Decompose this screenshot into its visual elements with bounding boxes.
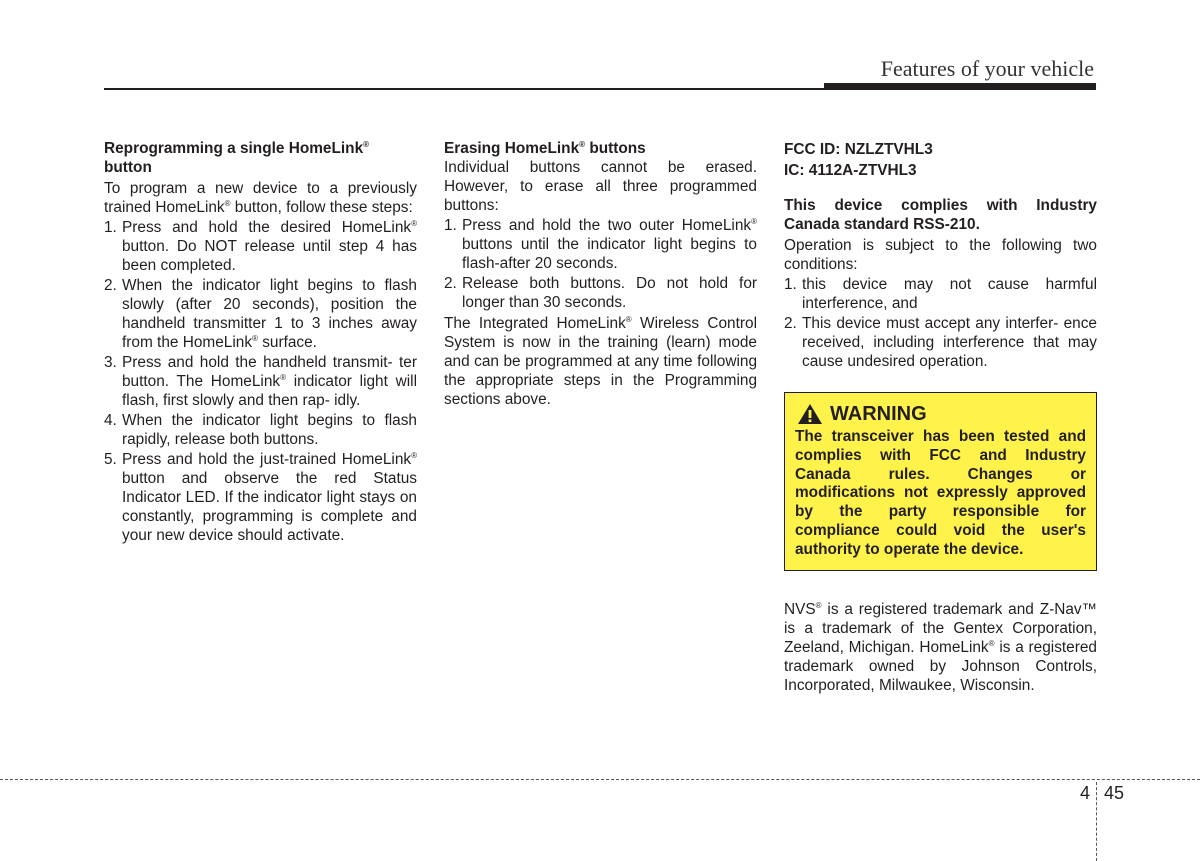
column-erasing [444, 139, 757, 409]
ic-number: IC: 4112A-ZTVHL3 [784, 162, 917, 179]
column-compliance [784, 139, 1097, 695]
list-item: 1. Press and hold the two outer HomeLink® buttons until the indicator light begins to flash-after 20 seconds. [444, 216, 757, 272]
list-item: 1. Press and hold the desired HomeLink® button. Do NOT release until step 4 has been completed. [104, 218, 417, 274]
list-item: 2. Release both buttons. Do not hold for longer than 30 seconds. [444, 275, 757, 311]
column-reprogramming [104, 139, 417, 545]
trademark-notice: NVS® is a registered trademark and Z-Nav™ is a trademark of the Gentex Corporation, Zeeland, Michigan. HomeLink® is a registered trademark owned by Johnson Controls, Incorporated, Milwaukee, Wisconsin. [784, 600, 1097, 694]
list-item: 5. Press and hold the just-trained HomeLink® button and observe the red Status Indicator LED. If the indicator light stays on constantly, programming is complete and your new device should activate. [104, 450, 417, 544]
warning-title: WARNING [795, 402, 1086, 426]
list-item: 2. This device must accept any interfer- ence received, including interference that may cause undesired operation. [784, 315, 1097, 370]
warning-text: The transceiver has been tested and complies with FCC and Industry Canada rules. Changes or modifications not expressly approved by the party responsible for compliance could void the user's authority to operate the device. [795, 428, 1086, 558]
section-heading-erasing: Erasing HomeLink® buttons [444, 139, 646, 157]
erasing-intro: Individual buttons cannot be erased. However, to erase all three programmed buttons: [444, 159, 757, 214]
reprogramming-intro: To program a new device to a previously trained HomeLink® button, follow these steps: [104, 180, 417, 216]
warning-triangle-icon [797, 403, 823, 425]
page-number: 45 [1104, 783, 1125, 803]
compliance-statement: This device complies with Industry Canada standard RSS-210. [784, 197, 1097, 233]
warning-box [784, 392, 1097, 571]
list-item: 3. Press and hold the handheld transmit- ter button. The HomeLink® indicator light will flash, first slowly and then rap- idly. [104, 354, 418, 409]
page-header-title: Features of your vehicle [880, 56, 1094, 81]
training-mode-paragraph: The Integrated HomeLink® Wireless Control System is now in the training (learn) mode and can be programmed at any time following the appropriate steps in the Programming sections above. [444, 314, 757, 408]
list-item: 4. When the indicator light begins to flash rapidly, release both buttons. [104, 412, 417, 448]
footer-page-divider [1096, 782, 1097, 861]
fcc-id: FCC ID: NZLZTVHL3 [784, 141, 933, 158]
header-rule [104, 88, 1096, 90]
operation-conditions [784, 275, 1097, 371]
operation-conditions-intro: Operation is subject to the following two conditions: [784, 237, 1097, 273]
erasing-steps [444, 216, 757, 312]
footer-divider [0, 779, 1200, 780]
list-item: 1. this device may not cause harmful interference, and [784, 276, 1097, 312]
section-heading-reprogramming: Reprogramming a single HomeLink® button [104, 139, 370, 176]
chapter-number: 4 [1080, 783, 1091, 803]
list-item: 2. When the indicator light begins to flash slowly (after 20 seconds), position the handheld transmitter 1 to 3 inches away from the HomeLink® surface. [104, 277, 417, 351]
reprogramming-steps [104, 218, 417, 545]
